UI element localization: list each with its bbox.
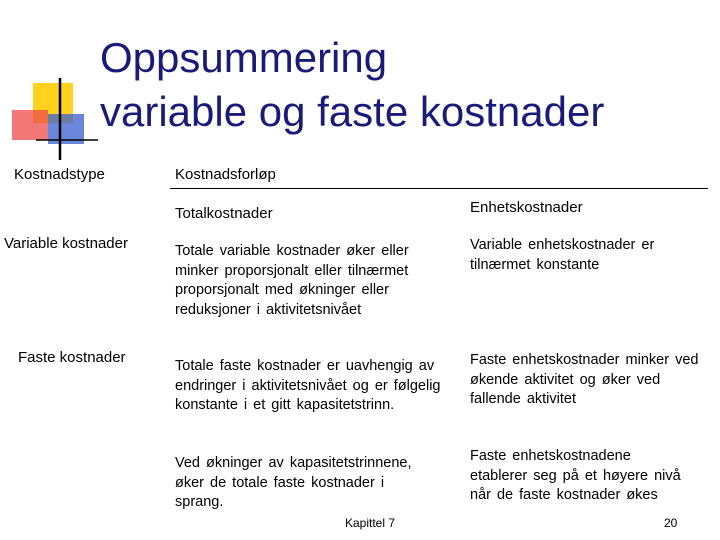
header-cost-course: Kostnadsforløp bbox=[175, 166, 276, 183]
row-label-fixed: Faste kostnader bbox=[18, 349, 126, 366]
step-unit-description: Faste enhetskostnadene etablerer seg på et høyere nivå når de faste kostnader økes bbox=[470, 448, 681, 503]
variable-unit-description: Variable enhetskostnader er tilnærmet konstante bbox=[470, 237, 655, 273]
title-line-1: Oppsummering bbox=[100, 34, 388, 81]
header-unit-costs: Enhetskostnader bbox=[470, 199, 583, 216]
fixed-total-description: Totale faste kostnader er uavhengig av endringer i aktivitetsnivået og er følgelig konstante i et gitt kapasitetstrinn. bbox=[175, 358, 441, 413]
variable-total-description: Totale variable kostnader øker eller minker proporsjonalt eller tilnærmet proporsjonalt med økninger eller reduksjoner i aktivitetsnivået bbox=[175, 243, 409, 318]
decorative-squares-logo bbox=[8, 74, 98, 164]
title-line-2: variable og faste kostnader bbox=[100, 88, 605, 135]
header-total-costs: Totalkostnader bbox=[175, 205, 273, 222]
fixed-unit-description: Faste enhetskostnader minker ved økende aktivitet og øker ved fallende aktivitet bbox=[470, 352, 699, 407]
footer-chapter: Kapittel 7 bbox=[345, 516, 396, 530]
step-total-description: Ved økninger av kapasitetstrinnene, øker de totale faste kostnader i sprang. bbox=[175, 455, 412, 510]
footer-page-number: 20 bbox=[664, 516, 678, 530]
header-divider bbox=[170, 188, 708, 189]
red-square bbox=[12, 110, 48, 140]
row-label-variable: Variable kostnader bbox=[4, 235, 128, 252]
header-cost-type: Kostnadstype bbox=[14, 166, 105, 183]
